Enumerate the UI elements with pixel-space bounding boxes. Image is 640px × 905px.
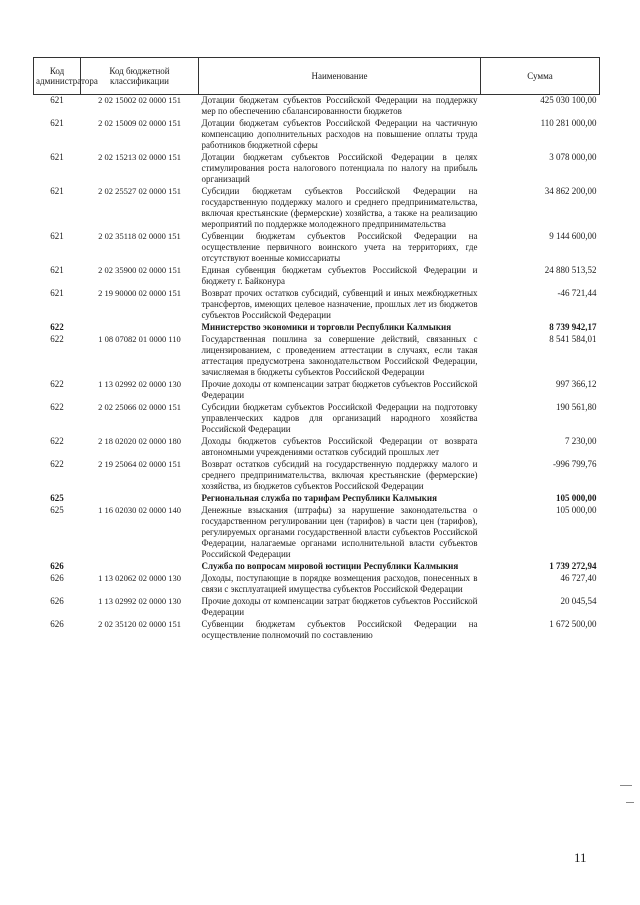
cell-admin-code: 622 <box>50 322 64 332</box>
cell-classifier-code: 1 16 02030 02 0000 140 <box>98 505 181 515</box>
cell-name: Доходы бюджетов субъектов Российской Федерации от возврата автономными учреждениями остатков субсидий прошлых лет <box>201 436 478 457</box>
cell-amount: 20 045,54 <box>560 596 597 606</box>
cell-admin-code: 626 <box>50 561 64 571</box>
cell-amount: 34 862 200,00 <box>544 186 597 196</box>
cell-amount: 997 366,12 <box>556 379 597 389</box>
cell-name: Субвенции бюджетам субъектов Российской Федерации на осуществление первичного воинского учета на территориях, где отсутствуют военные комиссариаты <box>201 231 478 263</box>
cell-admin-code: 622 <box>50 334 64 344</box>
budget-revenue-table <box>33 57 600 642</box>
cell-amount: 8 541 584,01 <box>549 334 597 344</box>
cell-admin-code: 621 <box>50 118 64 128</box>
table-row <box>34 334 600 379</box>
cell-name: Доходы, поступающие в порядке возмещения расходов, понесенных в связи с эксплуатацией имущества субъектов Российской Федерации <box>201 573 478 594</box>
cell-name: Дотации бюджетам субъектов Российской Федерации на поддержку мер по обеспечению сбалансированности бюджетов <box>201 95 478 116</box>
cell-name: Субсидии бюджетам субъектов Российской Федерации на подготовку управленческих кадров для организаций народного хозяйства Российской Федерации <box>201 402 478 434</box>
cell-name: Возврат остатков субсидий на государственную поддержку малого и среднего предпринимательства, включая крестьянские (фермерские) хозяйства, из бюджетов субъектов Российской Федерации <box>201 459 478 491</box>
scan-mark <box>626 802 634 803</box>
cell-admin-code: 621 <box>50 152 64 162</box>
table-row <box>34 561 600 573</box>
cell-classifier-code <box>81 561 199 573</box>
table-row <box>34 379 600 402</box>
cell-classifier-code: 2 02 35120 02 0000 151 <box>98 619 181 629</box>
cell-amount: -46 721,44 <box>557 288 597 298</box>
cell-amount: 1 672 500,00 <box>549 619 597 629</box>
table-row <box>34 573 600 596</box>
cell-amount: 1 739 272,94 <box>549 561 597 571</box>
cell-name: Прочие доходы от компенсации затрат бюджетов субъектов Российской Федерации <box>201 379 478 400</box>
table-row <box>34 231 600 265</box>
table-row <box>34 152 600 186</box>
cell-amount: 110 281 000,00 <box>540 118 597 128</box>
cell-name: Государственная пошлина за совершение действий, связанных с лицензированием, с проведением аттестации в случаях, если такая аттестация предусмотрена законодательством Российской Федерации, зачисляемая в бюджеты субъектов Российской Федерации <box>201 334 478 377</box>
cell-name: Субсидии бюджетам субъектов Российской Федерации на государственную поддержку малого и среднего предпринимательства, включая крестьянские (фермерские) хозяйства, а также на реализацию мероприятий по поддержке молодежного предпринимательства <box>201 186 478 229</box>
cell-classifier-code <box>81 493 199 505</box>
cell-admin-code: 621 <box>50 186 64 196</box>
table-row <box>34 322 600 334</box>
cell-amount: 105 000,00 <box>556 505 597 515</box>
header-amount: Сумма <box>481 58 600 95</box>
table-row <box>34 596 600 619</box>
cell-admin-code: 622 <box>50 436 64 446</box>
table-row <box>34 118 600 152</box>
cell-amount: 8 739 942,17 <box>549 322 597 332</box>
cell-admin-code: 621 <box>50 95 64 105</box>
cell-admin-code: 626 <box>50 619 64 629</box>
cell-admin-code: 621 <box>50 265 64 275</box>
cell-classifier-code: 2 19 90000 02 0000 151 <box>98 288 181 298</box>
cell-admin-code: 621 <box>50 231 64 241</box>
scan-mark <box>620 785 632 786</box>
table-row <box>34 288 600 322</box>
cell-name: Региональная служба по тарифам Республики Калмыкия <box>201 493 437 503</box>
cell-admin-code: 622 <box>50 402 64 412</box>
cell-classifier-code: 2 18 02020 02 0000 180 <box>98 436 181 446</box>
cell-name: Единая субвенция бюджетам субъектов Российской Федерации и бюджету г. Байконура <box>201 265 478 286</box>
cell-classifier-code: 1 08 07082 01 0000 110 <box>98 334 181 344</box>
table-row <box>34 186 600 231</box>
cell-admin-code: 621 <box>50 288 64 298</box>
cell-classifier-code <box>81 322 199 334</box>
table-row <box>34 265 600 288</box>
table-row <box>34 493 600 505</box>
cell-name: Прочие доходы от компенсации затрат бюджетов субъектов Российской Федерации <box>201 596 478 617</box>
cell-amount: 425 030 100,00 <box>540 95 597 105</box>
cell-name: Субвенции бюджетам субъектов Российской Федерации на осуществление полномочий по составлению <box>201 619 478 640</box>
table-row <box>34 436 600 459</box>
header-name: Наименование <box>199 58 481 95</box>
cell-amount: 24 880 513,52 <box>544 265 597 275</box>
cell-name: Денежные взыскания (штрафы) за нарушение законодательства о государственном регулировании цен (тарифов) в части цен (тарифов), регулируемых органами государственной власти субъектов Российской Федерации, налагаемые органами исполнительной власти субъектов Российской Федерации <box>201 505 478 559</box>
cell-name: Министерство экономики и торговли Республики Калмыкия <box>201 322 452 332</box>
cell-amount: 7 230,00 <box>565 436 597 446</box>
cell-admin-code: 625 <box>50 493 64 503</box>
cell-admin-code: 622 <box>50 379 64 389</box>
cell-classifier-code: 1 13 02992 02 0000 130 <box>98 596 181 606</box>
cell-amount: 3 078 000,00 <box>549 152 597 162</box>
cell-classifier-code: 1 13 02062 02 0000 130 <box>98 573 181 583</box>
cell-admin-code: 625 <box>50 505 64 515</box>
cell-amount: 190 561,80 <box>556 402 597 412</box>
cell-name: Возврат прочих остатков субсидий, субвенций и иных межбюджетных трансфертов, имеющих целевое назначение, прошлых лет из бюджетов субъектов Российской Федерации <box>201 288 478 320</box>
cell-classifier-code: 2 02 15009 02 0000 151 <box>98 118 181 128</box>
cell-name: Служба по вопросам мировой юстиции Республики Калмыкия <box>201 561 459 571</box>
cell-classifier-code: 2 19 25064 02 0000 151 <box>98 459 181 469</box>
header-admin-code: Код администратора <box>34 58 81 95</box>
page-number: 11 <box>574 850 587 865</box>
cell-name: Дотации бюджетам субъектов Российской Федерации в целях стимулирования роста налогового потенциала по налогу на прибыль организаций <box>201 152 478 184</box>
cell-amount: -996 799,76 <box>553 459 597 469</box>
cell-classifier-code: 2 02 25527 02 0000 151 <box>98 186 181 196</box>
cell-amount: 9 144 600,00 <box>549 231 597 241</box>
table-row <box>34 95 600 119</box>
table-row <box>34 402 600 436</box>
table-row <box>34 459 600 493</box>
table-row <box>34 619 600 642</box>
table-body <box>34 95 600 643</box>
cell-admin-code: 626 <box>50 596 64 606</box>
cell-classifier-code: 2 02 15002 02 0000 151 <box>98 95 181 105</box>
cell-name: Дотации бюджетам субъектов Российской Федерации на частичную компенсацию дополнительных расходов на повышение оплаты труда работников бюджетной сферы <box>201 118 478 150</box>
cell-admin-code: 626 <box>50 573 64 583</box>
table-header <box>34 58 600 95</box>
cell-amount: 46 727,40 <box>560 573 597 583</box>
cell-classifier-code: 2 02 25066 02 0000 151 <box>98 402 181 412</box>
cell-classifier-code: 2 02 35118 02 0000 151 <box>98 231 181 241</box>
table-row <box>34 505 600 561</box>
cell-classifier-code: 2 02 35900 02 0000 151 <box>98 265 181 275</box>
cell-amount: 105 000,00 <box>556 493 597 503</box>
cell-classifier-code: 1 13 02992 02 0000 130 <box>98 379 181 389</box>
header-classifier: Код бюджетной классификации <box>81 58 199 95</box>
cell-classifier-code: 2 02 15213 02 0000 151 <box>98 152 181 162</box>
cell-admin-code: 622 <box>50 459 64 469</box>
